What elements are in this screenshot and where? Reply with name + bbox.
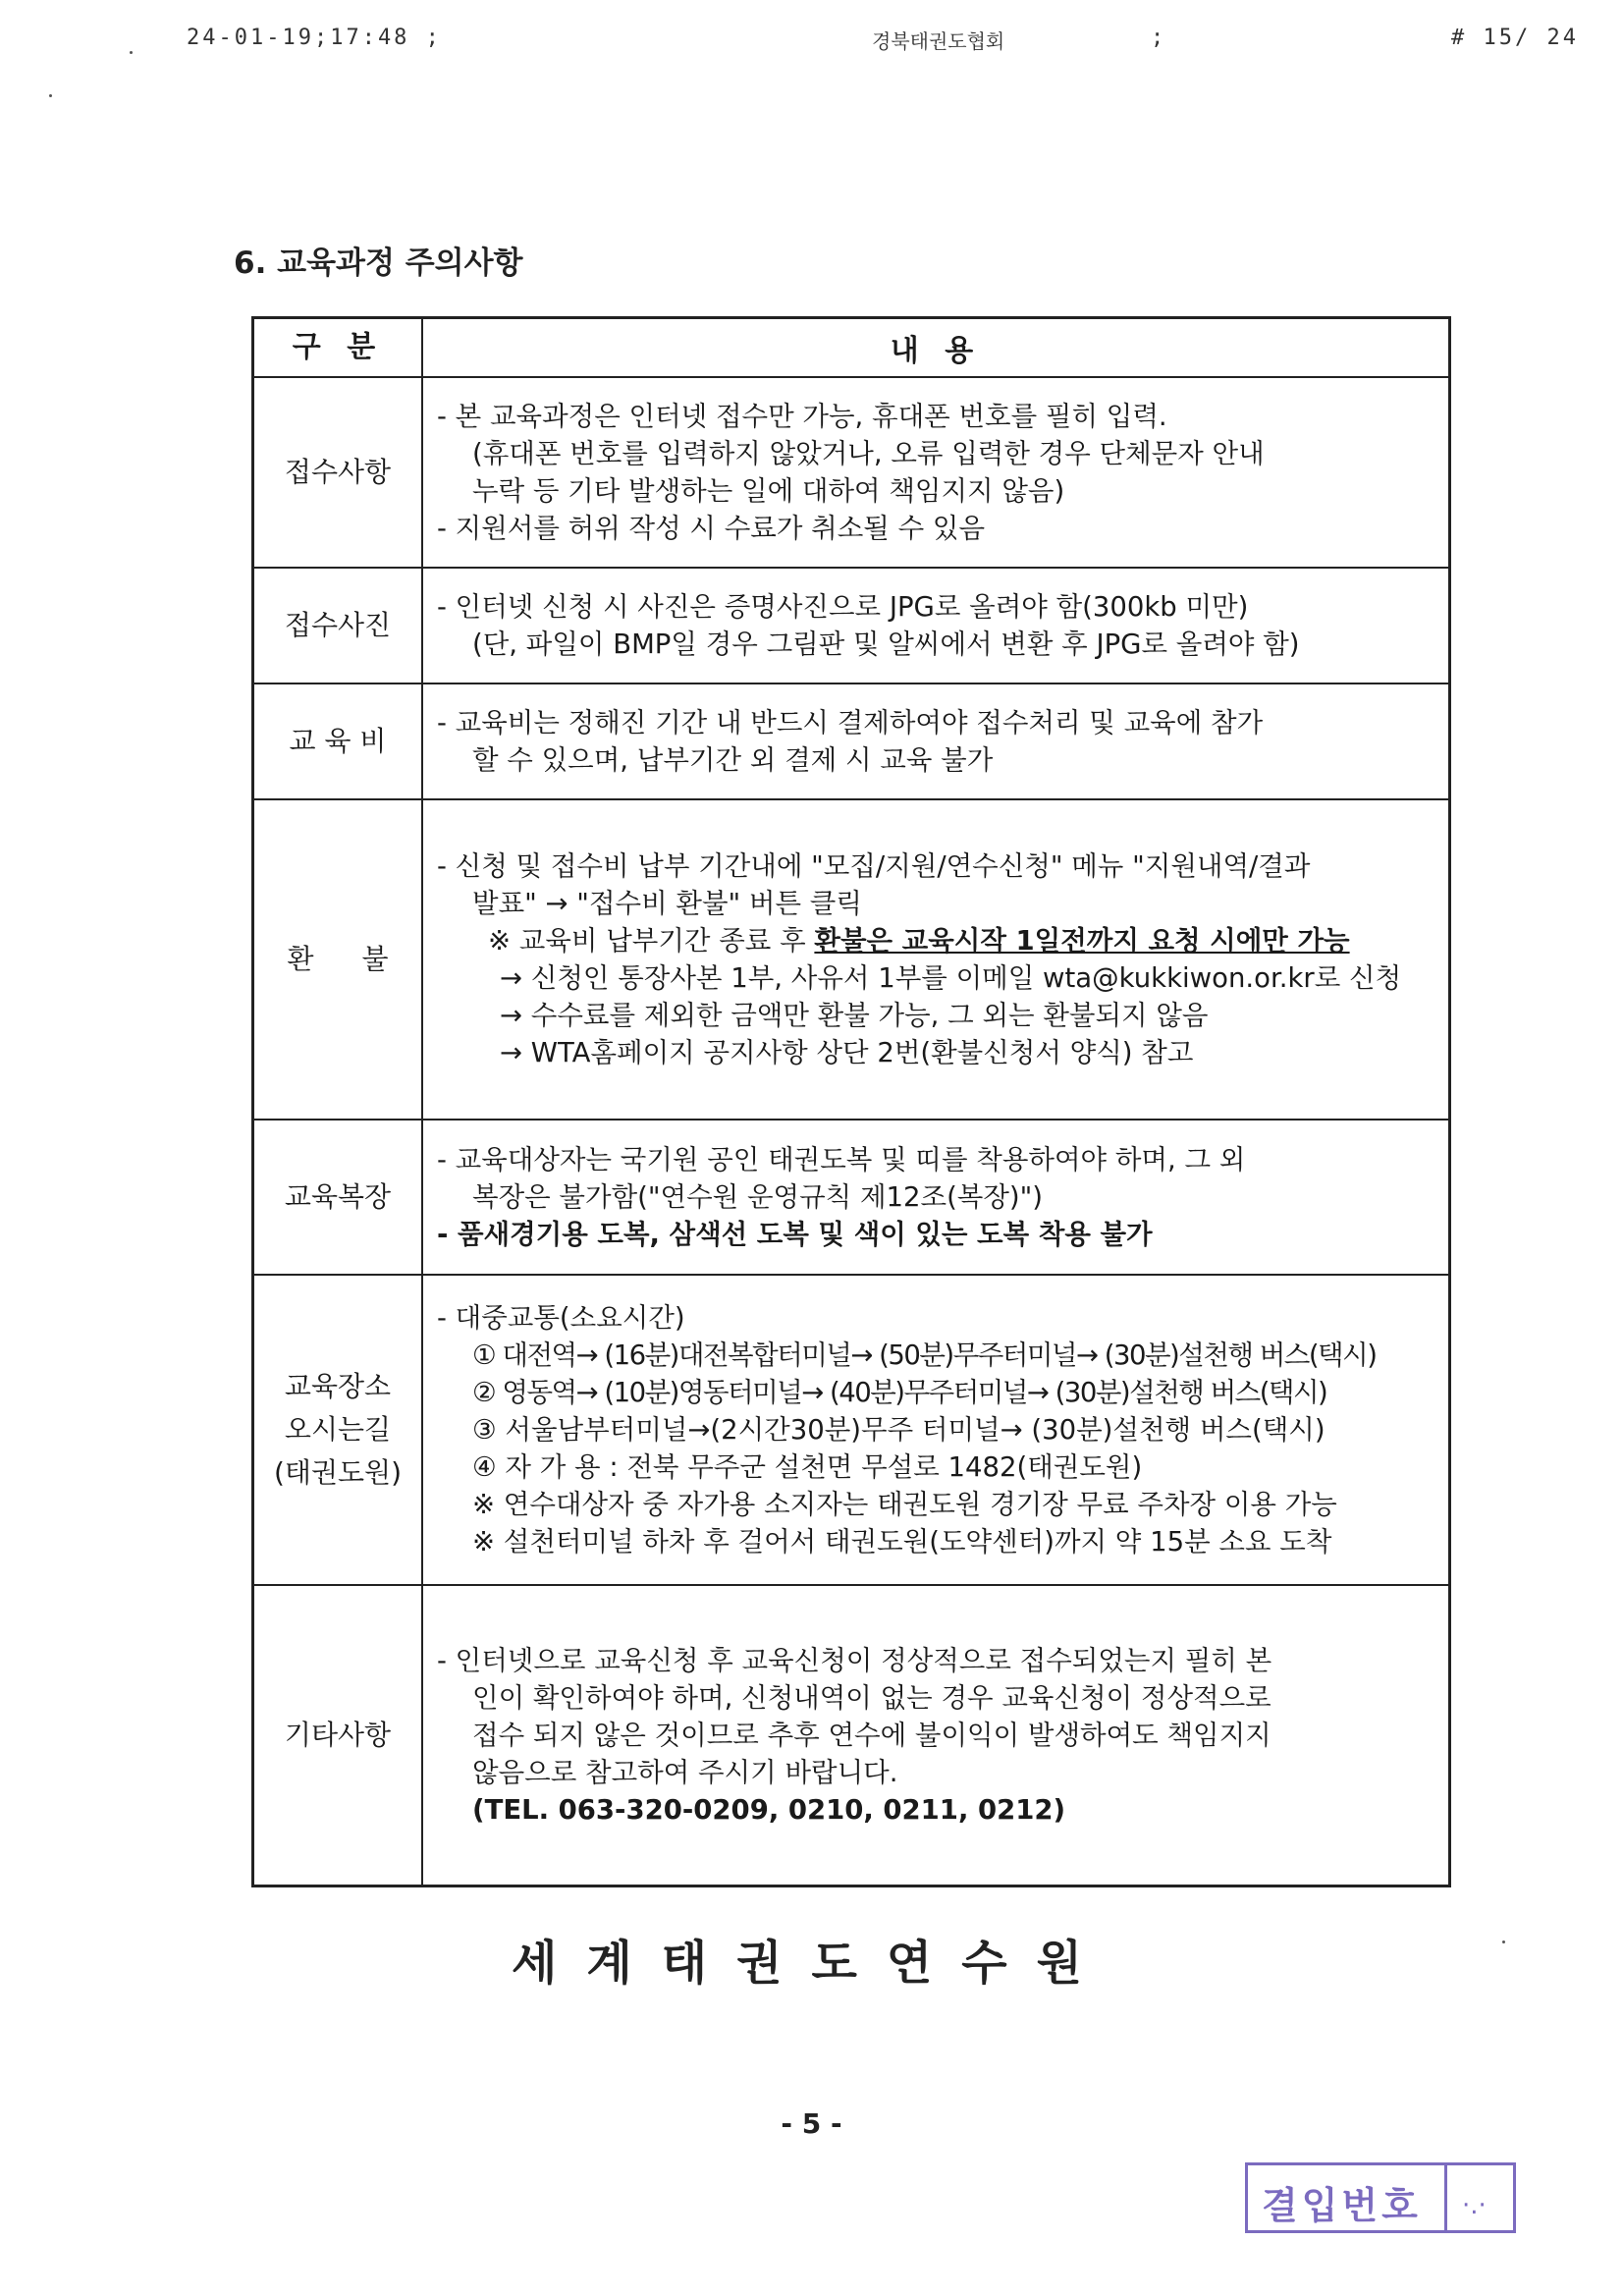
content-line: - 인터넷으로 교육신청 후 교육신청이 정상적으로 접수되었는지 필히 본: [437, 1644, 1272, 1676]
fax-header: [0, 22, 1623, 61]
row-category: 접수사진: [253, 568, 423, 683]
section-title: 6. 교육과정 주의사항: [234, 246, 523, 281]
content-line: (단, 파일이 BMP일 경우 그림판 및 알씨에서 변환 후 JPG로 올려야 함): [472, 629, 1300, 660]
content-line: - 품새경기용 도복, 삼색선 도복 및 색이 있는 도복 착용 불가: [437, 1219, 1153, 1250]
content-line: - 인터넷 신청 시 사진은 증명사진으로 JPG로 올려야 함(300kb 미만): [437, 591, 1249, 623]
notes-table: [251, 316, 1451, 1887]
fax-page-counter: # 15/ 24: [1451, 26, 1579, 50]
row-content: [422, 1585, 1450, 1886]
row-content: [422, 683, 1450, 799]
column-header-content: 내 용: [422, 318, 1450, 378]
content-line: → 수수료를 제외한 금액만 환불 가능, 그 외는 환불되지 않음: [500, 1000, 1209, 1031]
row-content: [422, 1120, 1450, 1275]
row-content: [422, 799, 1450, 1120]
refund-notice-prefix: ※ 교육비 납부기간 종료 후: [488, 925, 815, 957]
stamp-label: 결입번호: [1262, 2183, 1422, 2227]
contact-phone-line: (TEL. 063-320-0209, 0210, 0211, 0212): [472, 1793, 1066, 1826]
row-category: 환 불: [253, 799, 423, 1120]
content-line: ④ 자 가 용 : 전북 무주군 설천면 무설로 1482(태권도원): [472, 1451, 1143, 1483]
refund-notice-line: [437, 922, 1431, 959]
scan-speck: [49, 94, 52, 97]
stamp-marks: ·.·: [1462, 2191, 1487, 2220]
content-line: 인이 확인하여야 하며, 신청내역이 없는 경우 교육신청이 정상적으로: [472, 1681, 1271, 1714]
category-line: (태권도원): [273, 1456, 403, 1489]
category-line: 오시는길: [284, 1413, 392, 1446]
content-line: 누락 등 기타 발생하는 일에 대하여 책임지지 않음): [472, 475, 1065, 507]
content-line: (휴대폰 번호를 입력하지 않았거나, 오류 입력한 경우 단체문자 안내: [472, 438, 1265, 469]
row-content: [422, 377, 1450, 568]
table-row: [253, 1275, 1450, 1585]
row-content: [422, 1275, 1450, 1585]
scan-speck: [130, 51, 133, 54]
page-number: - 5 -: [781, 2107, 842, 2140]
table-row: [253, 377, 1450, 568]
category-line: 교육장소: [284, 1370, 392, 1402]
table-row: [253, 799, 1450, 1120]
content-line: ※ 설천터미널 하차 후 걸어서 태권도원(도약센터)까지 약 15분 소요 도착: [472, 1526, 1332, 1558]
column-header-category: 구 분: [253, 318, 423, 378]
row-category: 교 육 비: [253, 683, 423, 799]
row-category: 접수사항: [253, 377, 423, 568]
content-line: ※ 연수대상자 중 자가용 소지자는 태권도원 경기장 무료 주차장 이용 가능: [472, 1489, 1337, 1520]
content-line: 않음으로 참고하여 주시기 바랍니다.: [472, 1756, 898, 1788]
row-content: [422, 568, 1450, 683]
content-line: - 대중교통(소요시간): [437, 1302, 685, 1334]
content-line: 접수 되지 않은 것이므로 추후 연수에 불이익이 발생하여도 책임지지: [472, 1719, 1271, 1751]
table-row: [253, 1120, 1450, 1275]
content-line: 발표" → "접수비 환불" 버튼 클릭: [472, 888, 862, 919]
fax-timestamp: 24-01-19;17:48 ;: [187, 26, 442, 50]
content-line: - 본 교육과정은 인터넷 접수만 가능, 휴대폰 번호를 필히 입력.: [437, 401, 1167, 432]
content-line: ② 영동역→ (10분)영동터미널→ (40분)무주터미널→ (30분)설천행 버스(택시): [472, 1377, 1327, 1408]
table-row: [253, 568, 1450, 683]
receipt-stamp: [1245, 2162, 1516, 2233]
content-line: 복장은 불가함("연수원 운영규칙 제12조(복장)"): [472, 1181, 1044, 1213]
row-category: 기타사항: [253, 1585, 423, 1886]
content-line: ③ 서울남부터미널→(2시간30분)무주 터미널→ (30분)설천행 버스(택시): [472, 1414, 1325, 1446]
row-category: 교육복장: [253, 1120, 423, 1275]
content-line: - 교육비는 정해진 기간 내 반드시 결제하여야 접수처리 및 교육에 참가: [437, 707, 1264, 738]
table-row: [253, 1585, 1450, 1886]
organization-name: 세계태권도연수원: [512, 1936, 1111, 1991]
content-line: ① 대전역→ (16분)대전복합터미널→ (50분)무주터미널→ (30분)설천행 버스(택시): [472, 1339, 1377, 1371]
fax-sender: 경북태권도협회: [872, 29, 1005, 53]
content-line: - 신청 및 접수비 납부 기간내에 "모집/지원/연수신청" 메뉴 "지원내역/결과: [437, 850, 1311, 882]
row-category: [253, 1275, 423, 1585]
content-line: 할 수 있으며, 납부기간 외 결제 시 교육 불가: [472, 744, 994, 776]
content-line: → WTA홈페이지 공지사항 상단 2번(환불신청서 양식) 참고: [500, 1037, 1194, 1068]
table-header-row: [253, 318, 1450, 378]
table-row: [253, 683, 1450, 799]
content-line: → 신청인 통장사본 1부, 사유서 1부를 이메일 wta@kukkiwon.or.kr로 신청: [500, 962, 1402, 994]
content-line: - 지원서를 허위 작성 시 수료가 취소될 수 있음: [437, 513, 986, 544]
content-line: - 교육대상자는 국기원 공인 태권도복 및 띠를 착용하여야 하며, 그 외: [437, 1144, 1246, 1175]
fax-separator: ;: [1151, 26, 1164, 50]
stamp-divider: [1444, 2165, 1447, 2230]
refund-deadline-emphasis: 환불은 교육시작 1일전까지 요청 시에만 가능: [814, 925, 1350, 957]
